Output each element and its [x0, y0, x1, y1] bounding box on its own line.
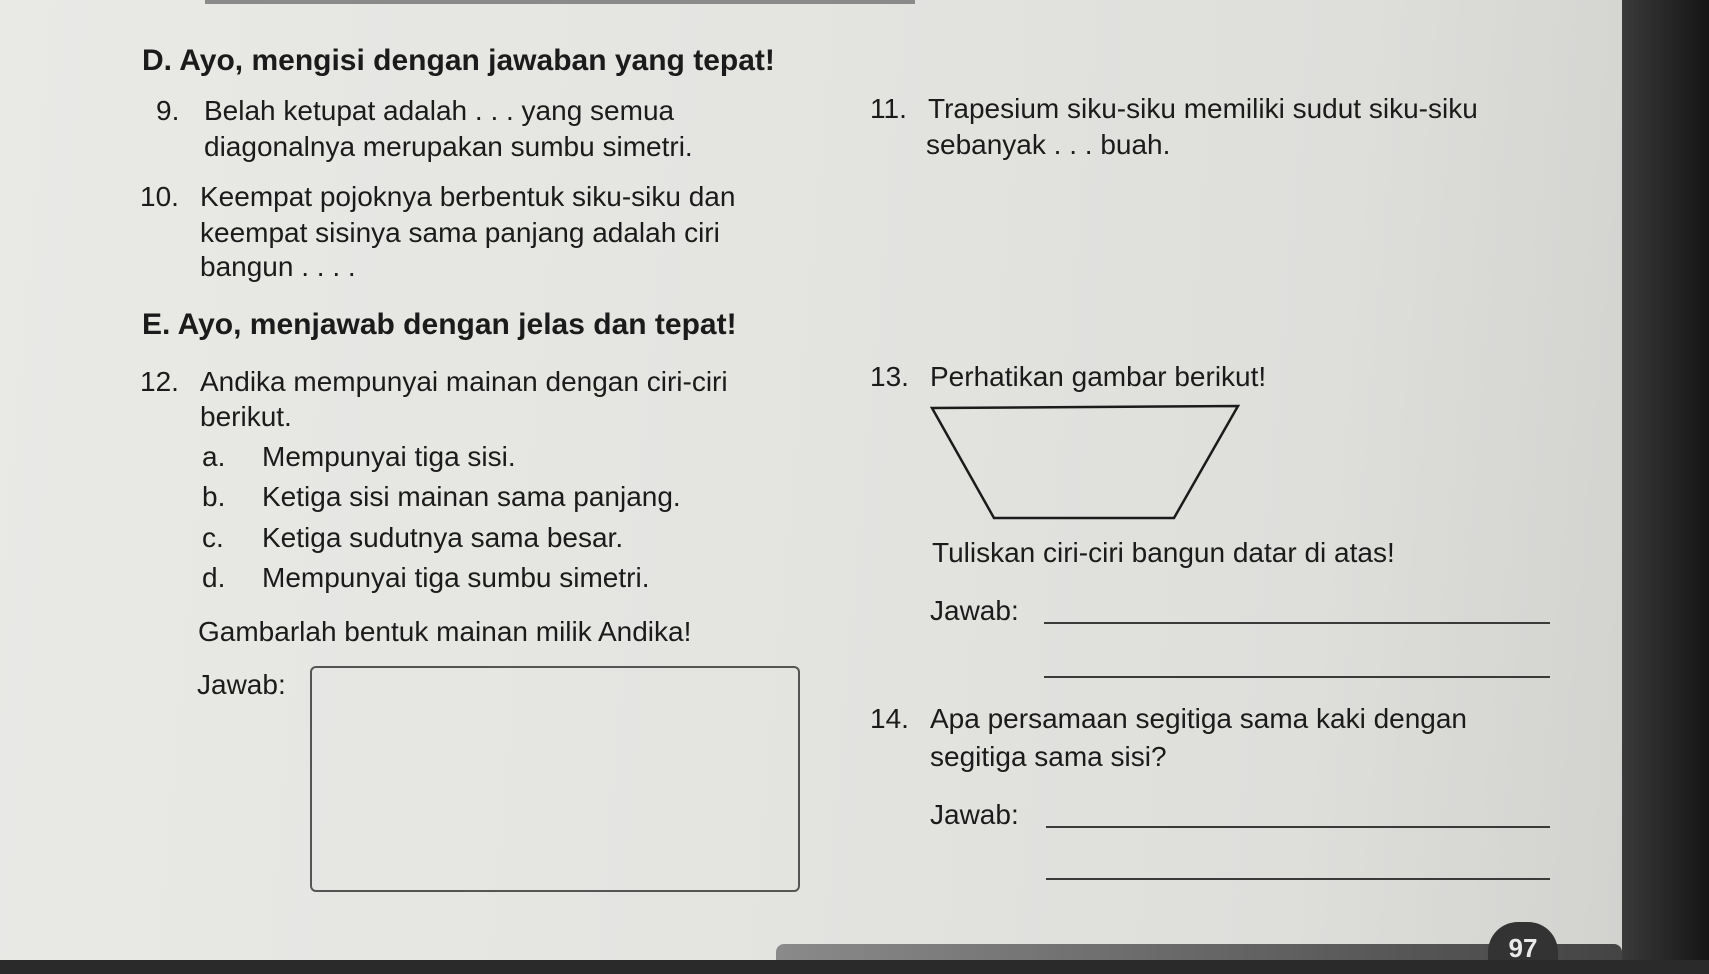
top-rule: [205, 0, 915, 4]
q13-number: 13.: [870, 361, 909, 392]
q13-answer-line-1[interactable]: [1044, 622, 1550, 624]
q10-line1: Keempat pojoknya berbentuk siku-siku dan: [200, 181, 736, 212]
q14-line1: Apa persamaan segitiga sama kaki dengan: [930, 703, 1468, 734]
section-e-heading: E. Ayo, menjawab dengan jelas dan tepat!: [142, 308, 737, 341]
q11-line1: Trapesium siku-siku memiliki sudut siku-siku: [928, 93, 1478, 124]
q12-item-c: Ketiga sudutnya sama besar.: [262, 522, 624, 553]
q13-answer-line-2[interactable]: [1044, 676, 1550, 678]
q13-answer-label: Jawab:: [930, 595, 1019, 626]
q9-line2: diagonalnya merupakan sumbu simetri.: [204, 131, 693, 162]
trapezium-figure: [920, 400, 1250, 530]
q9-line1: Belah ketupat adalah . . . yang semua: [204, 95, 675, 126]
q12-item-b-letter: b.: [202, 481, 226, 512]
q13-line1: Perhatikan gambar berikut!: [930, 361, 1267, 392]
trapezium-shape: [932, 406, 1238, 518]
q12-number: 12.: [140, 366, 179, 397]
q11-line2: sebanyak . . . buah.: [926, 129, 1171, 160]
q14-number: 14.: [870, 703, 909, 734]
q14-answer-label: Jawab:: [930, 799, 1019, 830]
q12-item-d: Mempunyai tiga sumbu simetri.: [262, 562, 650, 593]
q10-line3: bangun . . . .: [200, 251, 356, 282]
q12-item-a-letter: a.: [202, 441, 226, 472]
section-d-heading: D. Ayo, mengisi dengan jawaban yang tepat!: [142, 44, 775, 77]
q12-answer-label: Jawab:: [197, 669, 286, 700]
q12-instruction: Gambarlah bentuk mainan milik Andika!: [198, 616, 692, 647]
q11-number: 11.: [870, 93, 907, 124]
q13-instruction: Tuliskan ciri-ciri bangun datar di atas!: [932, 537, 1395, 568]
q12-item-b: Ketiga sisi mainan sama panjang.: [262, 481, 681, 512]
q10-line2: keempat sisinya sama panjang adalah ciri: [200, 217, 720, 248]
q10-number: 10.: [140, 181, 179, 212]
q14-answer-line-2[interactable]: [1046, 878, 1550, 880]
q12-item-d-letter: d.: [202, 562, 226, 593]
q9-number: 9.: [156, 95, 180, 126]
q12-item-a: Mempunyai tiga sisi.: [262, 441, 516, 472]
page-number: 97: [1488, 922, 1558, 960]
q12-drawing-box[interactable]: [310, 666, 800, 892]
q14-line2: segitiga sama sisi?: [930, 741, 1167, 772]
dark-background-edge: [1622, 0, 1709, 960]
q12-item-c-letter: c.: [202, 522, 224, 553]
q14-answer-line-1[interactable]: [1046, 826, 1550, 828]
q12-line1: Andika mempunyai mainan dengan ciri-ciri: [200, 366, 728, 397]
q12-line2: berikut.: [200, 401, 292, 432]
